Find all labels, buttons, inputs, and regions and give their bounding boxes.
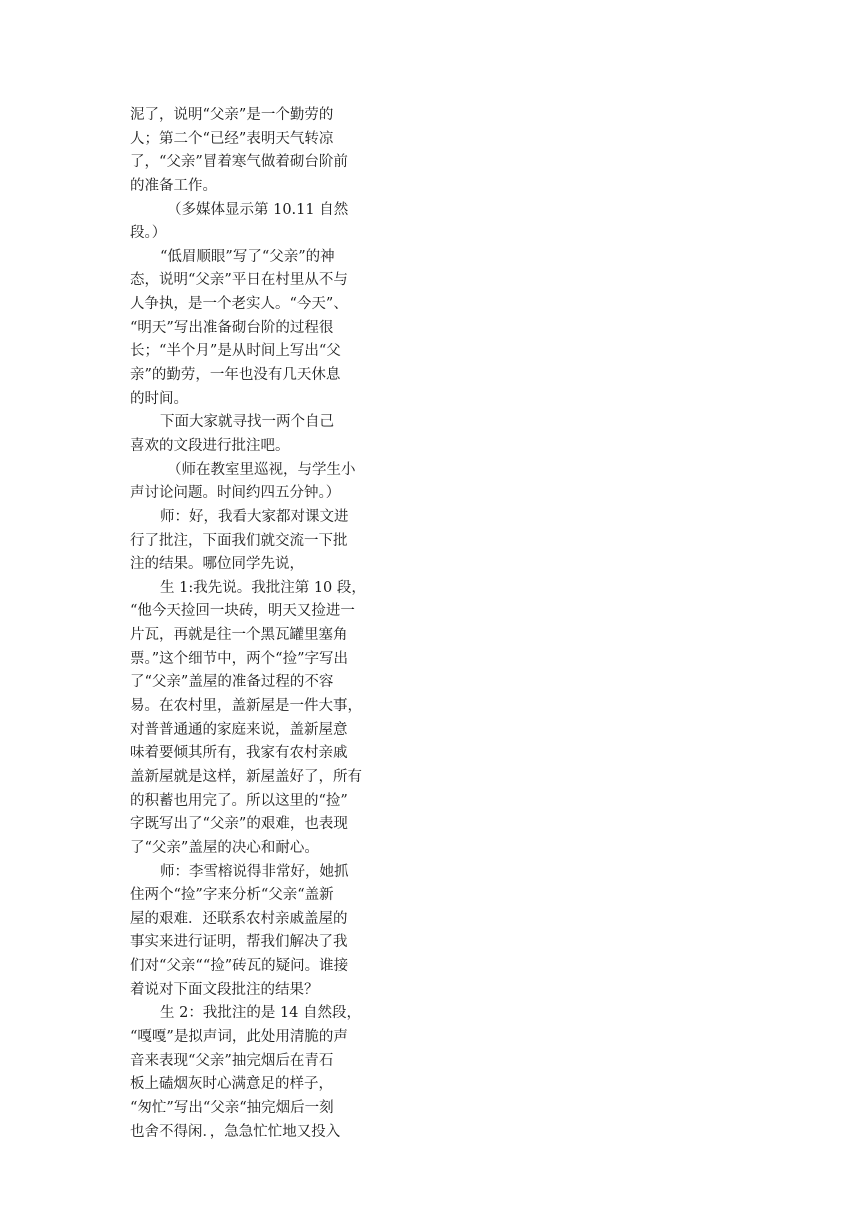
body-text-column [130, 104, 400, 1144]
text-line: 行了批注，下面我们就交流一下批 [130, 532, 348, 549]
text-line: 板上磕烟灰时心满意足的样子， [130, 1076, 333, 1093]
text-line: （师在教室里巡视，与学生小 [167, 461, 356, 478]
text-line: 了“父亲”盖屋的准备过程的不容 [130, 674, 334, 691]
text-line: “匆忙”写出“父亲“抽完烟后一刻 [130, 1099, 334, 1116]
text-line: 事实来进行证明，帮我们解决了我 [130, 934, 348, 951]
text-line: 长；“半个月”是从时间上写出“父 [130, 343, 341, 360]
text-line: 的时间。 [130, 390, 188, 407]
text-line: 着说对下面文段批注的结果？ [130, 981, 319, 998]
text-line: “明天”写出准备砌台阶的过程很 [130, 319, 334, 336]
text-line: 下面大家就寻找一两个自己 [160, 414, 334, 431]
text-line: 人；第二个“已经”表明天气转凉 [130, 130, 334, 147]
text-line: 的积蓄也用完了。所以这里的“捡” [130, 792, 348, 809]
text-line: 了，“父亲”冒着寒气做着砌台阶前 [130, 154, 348, 171]
text-line: 盖新屋就是这样，新屋盖好了，所有 [130, 768, 362, 785]
text-line: 泥了，说明“父亲”是一个勤劳的 [130, 107, 334, 123]
text-line: 师：好，我看大家都对课文进 [160, 508, 349, 525]
text-line: 师：李雪榕说得非常好，她抓 [160, 863, 349, 880]
text-line: 喜欢的文段进行批注吧。 [130, 437, 290, 454]
text-line: 段。） [130, 225, 167, 242]
text-line: 片瓦，再就是往一个黑瓦罐里塞角 [130, 627, 348, 644]
text-line: 声讨论问题。时间约四五分钟。） [130, 485, 341, 502]
text-line: 易。在农村里，盖新屋是一件大事， [130, 698, 362, 715]
text-line: 生 2：我批注的是 14 自然段， [160, 1005, 362, 1022]
text-line: 的准备工作。 [130, 177, 217, 194]
text-line: 生 1:我先说。我批注第 10 段， [160, 579, 366, 596]
text-line: 人争执，是一个老实人。“今天”、 [130, 296, 348, 313]
text-line: 们对“父亲““捡”砖瓦的疑问。谁接 [130, 958, 349, 975]
text-line: “嘎嘎”是拟声词，此处用清脆的声 [130, 1028, 348, 1045]
text-line: 音来表现“父亲”抽完烟后在青石 [130, 1052, 334, 1069]
text-line: 字既写出了“父亲”的艰难，也表现 [130, 816, 348, 833]
text-line: “低眉顺眼”写了“父亲”的神 [160, 248, 335, 265]
text-line: 住两个“捡”字来分析“父亲“盖新 [130, 887, 334, 904]
text-line: 票。”这个细节中，两个“捡”字写出 [130, 650, 348, 667]
text-line: 态，说明“父亲”平日在村里从不与 [130, 272, 348, 289]
text-line: 对普普通通的家庭来说，盖新屋意 [130, 721, 348, 738]
text-line: “他今天捡回一块砖，明天又捡进一 [130, 603, 355, 620]
text-line: 注的结果。哪位同学先说， [130, 556, 304, 573]
text-line: （多媒体显示第 10.11 自然 [167, 201, 349, 218]
text-line: 也舍不得闲．，急急忙忙地又投入 [130, 1123, 341, 1140]
text-line: 了“父亲”盖屋的决心和耐心。 [130, 839, 319, 856]
text-line: 亲”的勤劳，一年也没有几天休息 [130, 367, 341, 384]
text-line: 味着要倾其所有，我家有农村亲戚 [130, 745, 348, 762]
text-line: 屋的艰难．还联系农村亲戚盖屋的 [130, 910, 348, 927]
